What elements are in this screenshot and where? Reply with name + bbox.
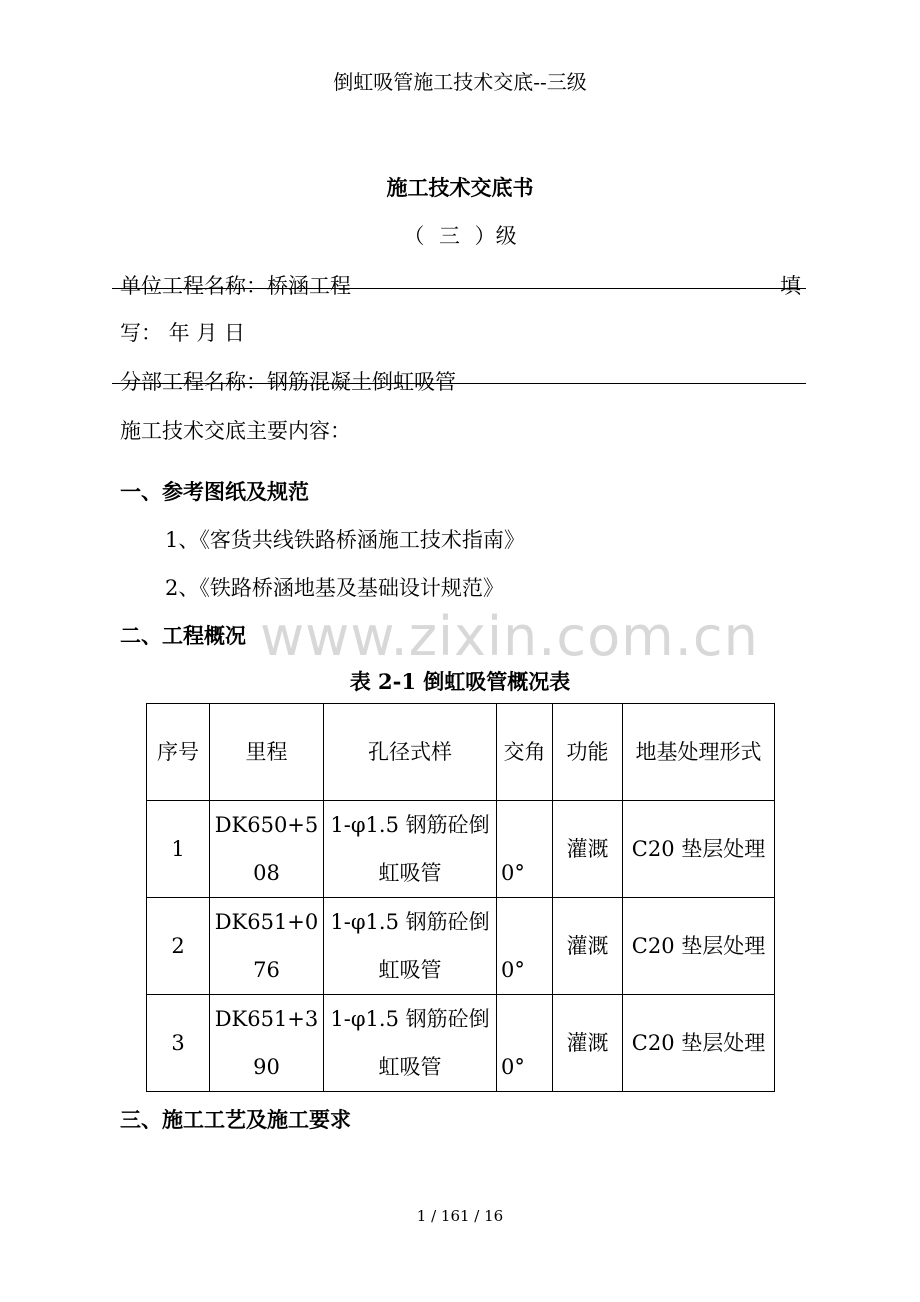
strike-rule-sub xyxy=(112,383,806,384)
date-line: 写： 年 月 日 xyxy=(120,321,246,345)
header-cell: 功能 xyxy=(553,704,623,801)
document-level: （ 三 ）级 xyxy=(403,224,517,248)
table-cell: 1 xyxy=(147,801,210,898)
table-row xyxy=(147,995,775,1092)
fill-label: 填 xyxy=(780,274,801,298)
running-header: 倒虹吸管施工技术交底--三级 xyxy=(333,70,587,94)
table-row xyxy=(147,898,775,995)
table-header-row xyxy=(147,704,775,801)
table-cell: 灌溉 xyxy=(553,995,623,1092)
table-cell: C20 垫层处理 xyxy=(623,801,775,898)
table-cell: 2 xyxy=(147,898,210,995)
watermark: www.zixin.com.cn xyxy=(260,605,759,668)
table-cell: 灌溉 xyxy=(553,801,623,898)
reference-item: 1、《客货共线铁路桥涵施工技术指南》 xyxy=(165,528,525,552)
unit-project-label: 单位工程名称：桥涵工程 xyxy=(120,274,351,298)
reference-item: 2、《铁路桥涵地基及基础设计规范》 xyxy=(165,576,504,600)
strike-rule-unit xyxy=(112,288,806,289)
table-cell: 灌溉 xyxy=(553,898,623,995)
table-cell: DK651+390 xyxy=(210,995,324,1092)
main-content-label: 施工技术交底主要内容： xyxy=(120,419,351,443)
table-cell: 0° xyxy=(497,801,553,898)
sub-project-label: 分部工程名称：钢筋混凝土倒虹吸管 xyxy=(120,370,456,394)
table-caption: 表 2-1 倒虹吸管概况表 xyxy=(349,669,571,694)
table-cell: C20 垫层处理 xyxy=(623,898,775,995)
header-cell: 里程 xyxy=(210,704,324,801)
table-cell: DK650+508 xyxy=(210,801,324,898)
table-row xyxy=(147,801,775,898)
table-cell: 1-φ1.5 钢筋砼倒虹吸管 xyxy=(324,995,497,1092)
header-cell: 孔径式样 xyxy=(324,704,497,801)
section-2-heading: 二、工程概况 xyxy=(120,623,246,648)
table-cell: 3 xyxy=(147,995,210,1092)
table-cell: C20 垫层处理 xyxy=(623,995,775,1092)
overview-table xyxy=(146,703,775,1092)
table-cell: 0° xyxy=(497,995,553,1092)
header-cell: 交角 xyxy=(497,704,553,801)
table-cell: DK651+076 xyxy=(210,898,324,995)
table-cell: 0° xyxy=(497,898,553,995)
section-3-heading: 三、施工工艺及施工要求 xyxy=(120,1107,351,1132)
section-1-heading: 一、参考图纸及规范 xyxy=(120,479,309,504)
document-title: 施工技术交底书 xyxy=(386,175,534,200)
header-cell: 地基处理形式 xyxy=(623,704,775,801)
page-number: 1 / 161 / 16 xyxy=(416,1207,504,1225)
table-cell: 1-φ1.5 钢筋砼倒虹吸管 xyxy=(324,898,497,995)
table-cell: 1-φ1.5 钢筋砼倒虹吸管 xyxy=(324,801,497,898)
header-cell: 序号 xyxy=(147,704,210,801)
